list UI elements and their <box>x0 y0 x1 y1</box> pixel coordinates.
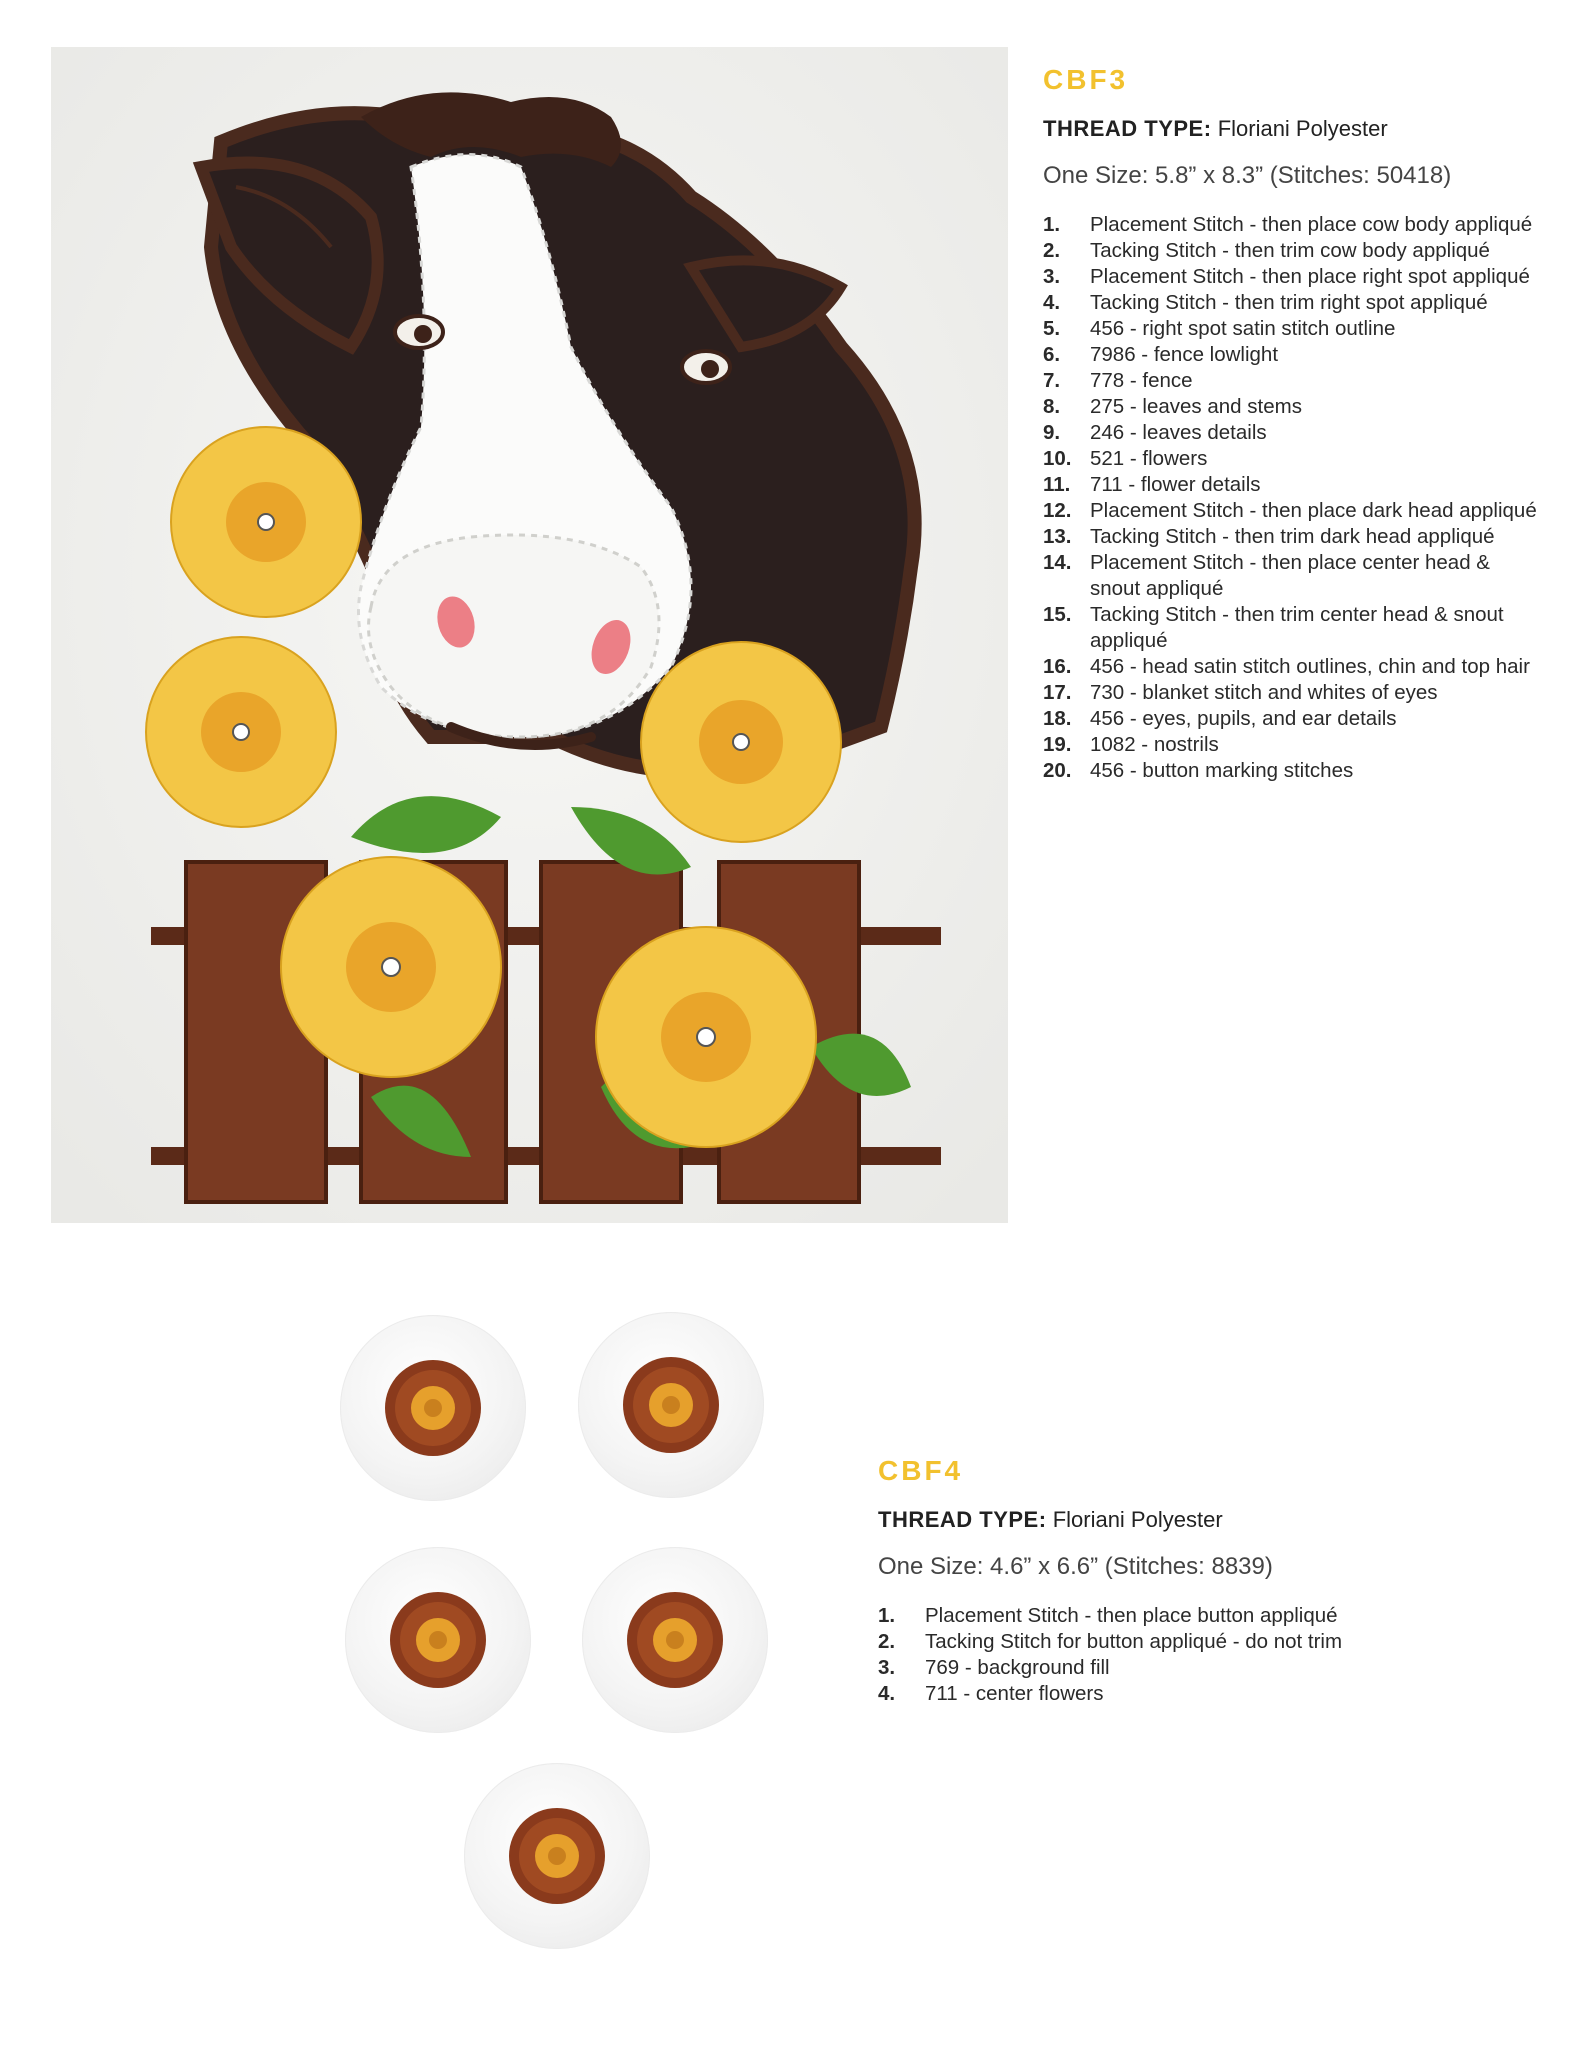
list-item <box>878 1655 1398 1681</box>
thread-type-value: Floriani Polyester <box>1217 116 1388 141</box>
step-number: 3. <box>1043 265 1061 288</box>
step-number: 17. <box>1043 681 1072 704</box>
step-number: 9. <box>1043 421 1061 444</box>
list-item <box>878 1603 1398 1629</box>
step-number: 8. <box>1043 395 1061 418</box>
thread-type <box>878 1507 1398 1533</box>
steps-list <box>878 1603 1398 1707</box>
step-text: 730 - blanket stitch and whites of eyes <box>1090 681 1438 704</box>
step-text: Tacking Stitch - then trim cow body appliqué <box>1090 239 1490 262</box>
cow-illustration <box>51 47 1008 1223</box>
list-item <box>1043 342 1543 368</box>
step-number: 14. <box>1043 551 1072 574</box>
step-number: 4. <box>878 1682 896 1705</box>
list-item <box>1043 732 1543 758</box>
list-item <box>1043 420 1543 446</box>
step-text: Placement Stitch - then place center head & snout appliqué <box>1090 551 1490 600</box>
step-number: 1. <box>1043 213 1061 236</box>
step-number: 11. <box>1043 473 1071 496</box>
design-cbf3 <box>1043 64 1543 784</box>
sunflower-button-image <box>464 1763 650 1949</box>
step-text: 456 - eyes, pupils, and ear details <box>1090 707 1397 730</box>
step-text: 711 - flower details <box>1090 473 1261 496</box>
step-number: 7. <box>1043 369 1061 392</box>
steps-list <box>1043 212 1543 784</box>
step-text: Tacking Stitch - then trim center head & snout appliqué <box>1090 603 1504 652</box>
step-text: Tacking Stitch - then trim right spot appliqué <box>1090 291 1488 314</box>
step-text: 275 - leaves and stems <box>1090 395 1302 418</box>
list-item <box>1043 498 1543 524</box>
list-item <box>1043 680 1543 706</box>
step-number: 1. <box>878 1604 896 1627</box>
step-text: Tacking Stitch for button appliqué - do not trim <box>925 1630 1343 1653</box>
list-item <box>1043 472 1543 498</box>
thread-type-value: Floriani Polyester <box>1052 1507 1223 1532</box>
step-text: 456 - button marking stitches <box>1090 759 1354 782</box>
size-line: One Size: 5.8” x 8.3” (Stitches: 50418) <box>1043 162 1452 189</box>
design-code: CBF3 <box>1043 64 1129 95</box>
step-text: 456 - right spot satin stitch outline <box>1090 317 1396 340</box>
step-number: 6. <box>1043 343 1061 366</box>
step-number: 2. <box>1043 239 1061 262</box>
design-code: CBF4 <box>878 1455 964 1486</box>
step-text: Placement Stitch - then place cow body appliqué <box>1090 213 1533 236</box>
list-item <box>1043 550 1543 602</box>
list-item <box>1043 394 1543 420</box>
size-line: One Size: 4.6” x 6.6” (Stitches: 8839) <box>878 1553 1273 1580</box>
step-text: Placement Stitch - then place button appliqué <box>925 1604 1338 1627</box>
step-number: 3. <box>878 1656 896 1679</box>
step-text: 778 - fence <box>1090 369 1193 392</box>
step-text: Placement Stitch - then place dark head appliqué <box>1090 499 1537 522</box>
list-item <box>1043 654 1543 680</box>
list-item <box>1043 212 1543 238</box>
list-item <box>1043 524 1543 550</box>
thread-type-label: THREAD TYPE: <box>1043 116 1212 141</box>
step-text: Tacking Stitch - then trim dark head appliqué <box>1090 525 1495 548</box>
list-item <box>1043 238 1543 264</box>
thread-type-label: THREAD TYPE: <box>878 1507 1047 1532</box>
step-number: 18. <box>1043 707 1072 730</box>
step-number: 2. <box>878 1630 896 1653</box>
list-item <box>1043 706 1543 732</box>
list-item <box>1043 446 1543 472</box>
step-text: 7986 - fence lowlight <box>1090 343 1279 366</box>
step-number: 16. <box>1043 655 1072 678</box>
step-number: 5. <box>1043 317 1061 340</box>
step-text: 456 - head satin stitch outlines, chin and top hair <box>1090 655 1530 678</box>
list-item <box>1043 368 1543 394</box>
step-number: 13. <box>1043 525 1072 548</box>
sunflower-button-image <box>345 1547 531 1733</box>
step-text: 711 - center flowers <box>925 1682 1104 1705</box>
list-item <box>878 1629 1398 1655</box>
list-item <box>1043 602 1543 654</box>
step-number: 4. <box>1043 291 1061 314</box>
buttons-embroidery-photo <box>330 1315 790 1955</box>
cow-embroidery-photo <box>51 47 1008 1223</box>
list-item <box>1043 264 1543 290</box>
step-number: 10. <box>1043 447 1072 470</box>
step-number: 20. <box>1043 759 1072 782</box>
step-text: Placement Stitch - then place right spot appliqué <box>1090 265 1530 288</box>
step-text: 1082 - nostrils <box>1090 733 1219 756</box>
step-number: 19. <box>1043 733 1072 756</box>
thread-type <box>1043 116 1543 142</box>
list-item <box>1043 290 1543 316</box>
step-number: 15. <box>1043 603 1072 626</box>
sunflower-button-image <box>340 1315 526 1501</box>
list-item <box>1043 758 1543 784</box>
sunflower-button-image <box>582 1547 768 1733</box>
step-number: 12. <box>1043 499 1072 522</box>
sunflower-button-image <box>578 1312 764 1498</box>
design-cbf4 <box>878 1455 1398 1707</box>
step-text: 246 - leaves details <box>1090 421 1267 444</box>
step-text: 521 - flowers <box>1090 447 1208 470</box>
list-item <box>1043 316 1543 342</box>
list-item <box>878 1681 1398 1707</box>
step-text: 769 - background fill <box>925 1656 1110 1679</box>
